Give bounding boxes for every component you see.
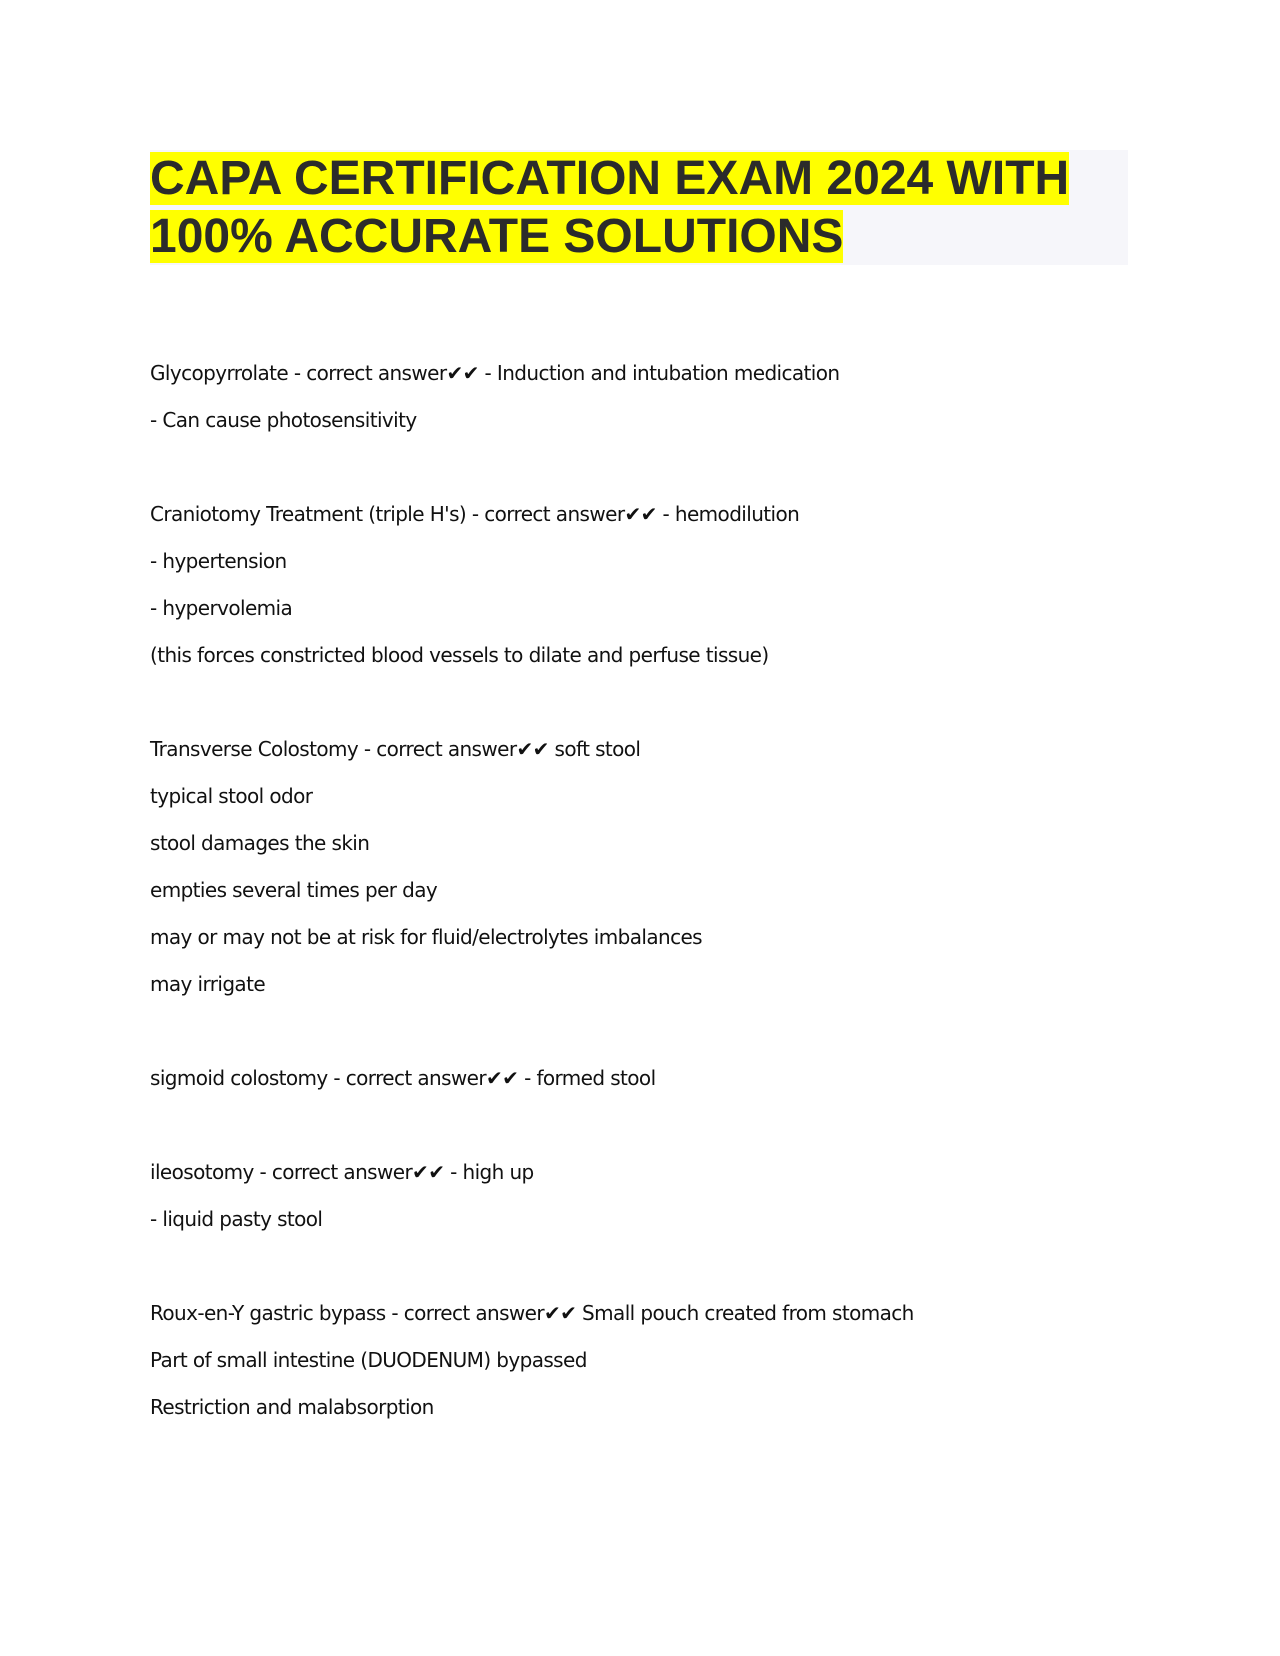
entry-line: - liquid pasty stool: [150, 1207, 323, 1231]
entry-line: (this forces constricted blood vessels to dilate and perfuse tissue): [150, 643, 769, 667]
flashcard-entry: [150, 358, 1150, 452]
entry-line: Roux-en-Y gastric bypass - correct answer✔✔ Small pouch created from stomach: [150, 1301, 914, 1325]
entry-line: Restriction and malabsorption: [150, 1395, 434, 1419]
entry-line: sigmoid colostomy - correct answer✔✔ - formed stool: [150, 1066, 656, 1090]
flashcard-entry: [150, 1063, 1150, 1110]
flashcard-entry: [150, 1157, 1150, 1251]
entry-line: may irrigate: [150, 972, 266, 996]
flashcard-list: [150, 358, 1150, 1486]
title-block: [150, 150, 1128, 265]
entry-line: - hypertension: [150, 549, 287, 573]
entry-line: Part of small intestine (DUODENUM) bypassed: [150, 1348, 587, 1372]
entry-line: stool damages the skin: [150, 831, 370, 855]
flashcard-entry: [150, 1298, 1150, 1439]
entry-line: may or may not be at risk for fluid/electrolytes imbalances: [150, 925, 703, 949]
title-highlight: CAPA CERTIFICATION EXAM 2024 WITH 100% ACCURATE SOLUTIONS: [150, 152, 1070, 263]
flashcard-entry: [150, 734, 1150, 1016]
entry-line: Transverse Colostomy - correct answer✔✔ soft stool: [150, 737, 641, 761]
entry-line: - hypervolemia: [150, 596, 293, 620]
entry-line: Glycopyrrolate - correct answer✔✔ - Induction and intubation medication: [150, 361, 840, 385]
entry-line: ileosotomy - correct answer✔✔ - high up: [150, 1160, 534, 1184]
flashcard-entry: [150, 499, 1150, 687]
document-title: [150, 150, 1128, 266]
entry-line: Craniotomy Treatment (triple H's) - correct answer✔✔ - hemodilution: [150, 502, 800, 526]
entry-line: - Can cause photosensitivity: [150, 408, 417, 432]
entry-line: empties several times per day: [150, 878, 438, 902]
entry-line: typical stool odor: [150, 784, 313, 808]
